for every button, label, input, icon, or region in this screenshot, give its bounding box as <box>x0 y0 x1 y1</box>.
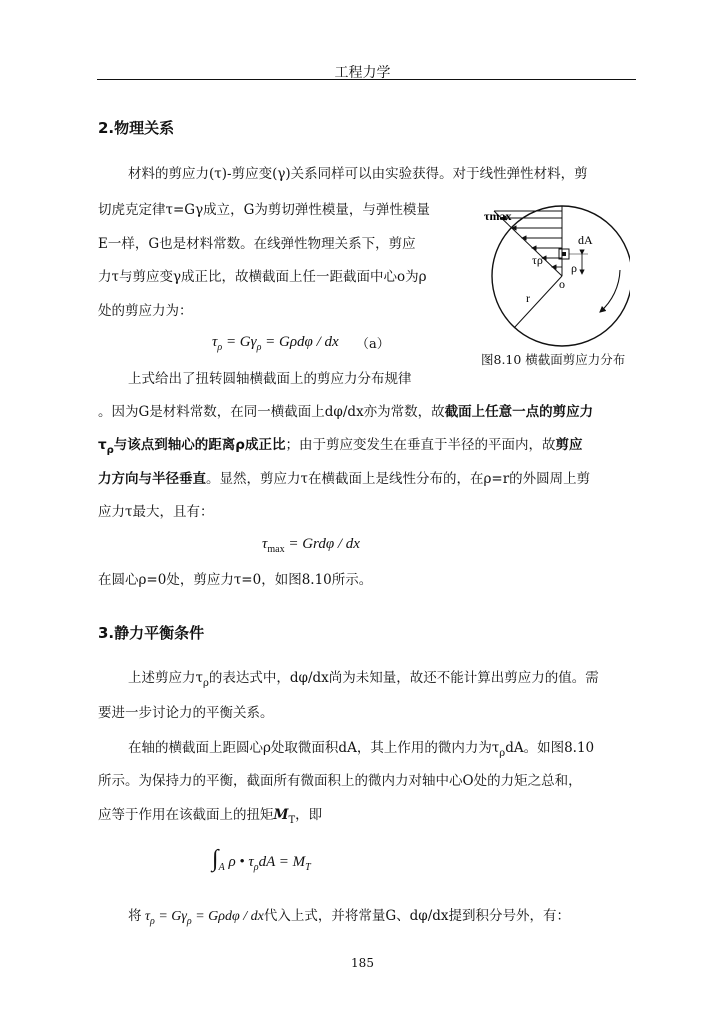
paragraph-line: 要进一步讨论力的平衡关系。 <box>98 705 274 721</box>
figure-shear-distribution <box>470 186 630 351</box>
figure-caption: 图8.10 横截面剪应力分布 <box>481 352 626 367</box>
paragraph-line: 将 $\tau_\rho = G\gamma_\rho = G\rho d\varphi$ / dx代入上式，并将常量G、dφ/dx提到积分号外，有： <box>128 908 571 927</box>
paragraph-line: 。因为G是材料常数，在同一横截面上dφ/dx亦为常数，故截面上任意一点的剪应力 <box>98 404 594 420</box>
label-rho: ρ <box>571 261 577 275</box>
paragraph-line: 上式给出了扭转圆轴横截面上的剪应力分布规律 <box>128 371 412 387</box>
label-tau-max: τmax <box>484 209 512 223</box>
paragraph-line: 在轴的横截面上距圆心ρ处取微面积dA，其上作用的微内力为$\tau_\rho dA$。如图8.10 <box>128 740 595 759</box>
paragraph-line: 力τ与剪应变γ成正比，故横截面上任一距截面中心o为ρ <box>98 269 427 285</box>
label-center-o: o <box>559 277 565 291</box>
section-heading-equilibrium: 3.静力平衡条件 <box>98 624 205 642</box>
section-heading-physical: 2.物理关系 <box>98 119 175 137</box>
paragraph-line: 处的剪应力为： <box>98 303 193 319</box>
paragraph-line: 在圆心ρ=0处，剪应力τ=0，如图8.10所示。 <box>98 572 373 588</box>
paragraph-line: 上述剪应力$\tau_\rho$的表达式中，dφ/dx尚为未知量，故还不能计算出剪应力的值。需 <box>128 670 599 689</box>
page-number: 185 <box>351 956 374 970</box>
formula-tau-max: $\tau_{max} = Grd\varphi$ / dx <box>262 536 360 555</box>
formula-label-a: （a） <box>356 337 390 352</box>
label-radius-r: r <box>526 291 530 305</box>
paragraph-line: 力方向与半径垂直。显然，剪应力τ在横截面上是线性分布的，在ρ=r的外圆周上剪 <box>98 471 591 487</box>
running-header: 工程力学 <box>334 65 391 81</box>
paragraph-line: $\tau_\rho$与该点到轴心的距离ρ成正比；由于剪应变发生在垂直于半径的平面内，故剪应 <box>98 437 583 456</box>
header-rule <box>97 79 636 80</box>
paragraph-line: 应力τ最大，且有： <box>98 504 214 520</box>
paragraph-line: 应等于作用在该截面上的扭矩$M_T$，即 <box>98 807 323 826</box>
paragraph-line: 材料的剪应力(τ)-剪应变(γ)关系同样可以由实验获得。对于线性弹性材料，剪 <box>128 166 588 182</box>
formula-torque-integral: $\int_A$ ρ • $\tau_\rho dA = M_T$ <box>212 846 311 873</box>
paragraph-line: 所示。为保持力的平衡，截面所有微面积上的微内力对轴中心O处的力矩之总和， <box>98 773 582 789</box>
paragraph-line: 切虎克定律τ=Gγ成立，G为剪切弹性模量，与弹性模量 <box>98 202 430 218</box>
cross-section-circle <box>492 206 630 346</box>
dA-center <box>562 252 566 256</box>
label-tau-rho: τρ <box>532 253 543 267</box>
label-dA: dA <box>578 233 593 247</box>
torque-arrow <box>600 270 620 312</box>
radius-r <box>514 276 562 328</box>
formula-shear-stress: $\tau_\rho = G\gamma_\rho = G\rho d\varphi$ / dx <box>212 334 339 353</box>
paragraph-line: E一样，G也是材料常数。在线弹性物理关系下，剪应 <box>98 236 416 252</box>
